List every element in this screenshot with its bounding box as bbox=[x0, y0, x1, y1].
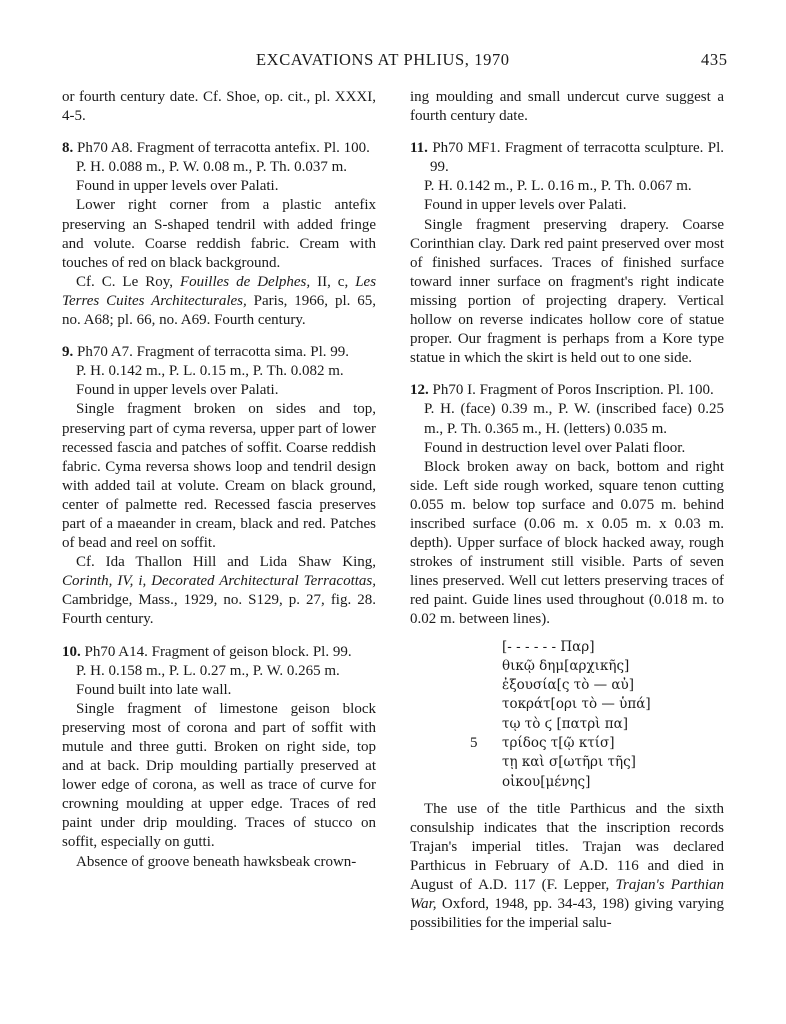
inscription-text: τρίδος τ[ῷ κτίσ] bbox=[502, 735, 615, 752]
catalogue-entry-10 bbox=[62, 643, 376, 872]
entry-continuation: Absence of groove beneath hawksbeak crown- bbox=[76, 853, 357, 870]
entry-number: 8. bbox=[62, 140, 74, 157]
inscription-line: θικῷ δημ[αρχικῆς] bbox=[502, 657, 630, 674]
para-text: The use of the title Parthicus and the sixth consulship indicates that the inscription records Trajan's imperial titles. Trajan was declared Parthicus in February of bbox=[410, 800, 724, 875]
entry-title: Ph70 A7. Fragment of terracotta sima. Pl. 99. bbox=[77, 344, 350, 361]
entry-number: 10. bbox=[62, 643, 81, 660]
catalogue-entry-8 bbox=[62, 139, 376, 330]
entry-title: Ph70 I. Fragment of Poros Inscription. Pl. 100. bbox=[432, 382, 714, 399]
inscription-line: τῃ καὶ σ[ωτῆρι τῆς] bbox=[502, 754, 636, 771]
running-head bbox=[0, 50, 786, 72]
discussion-paragraph bbox=[410, 800, 724, 934]
page-number: 435 bbox=[701, 50, 728, 69]
intro-paragraph: or fourth century date. Cf. Shoe, op. cit., pl. XXXI, 4-5. bbox=[62, 89, 376, 125]
entry-measurements: P. H. (face) 0.39 m., P. W. (inscribed face) 0.25 m., P. Th. 0.365 m., H. (letters) 0.035 m. bbox=[424, 401, 724, 437]
entry-number: 9. bbox=[62, 344, 74, 361]
inscription-line: οἰκου[μένης] bbox=[502, 773, 591, 790]
ref-title: Les Terres Cuites Architecturales, bbox=[62, 273, 377, 309]
inscription-line: [- - - - - - Παρ] bbox=[502, 638, 595, 655]
para-text: Oxford, 1948, pp. 34-43, 198) giving varying possibilities for the imperial salu- bbox=[410, 896, 725, 932]
entry-number: 12. bbox=[410, 382, 429, 399]
right-column bbox=[410, 88, 724, 934]
entry-heading bbox=[62, 343, 376, 362]
entry-heading bbox=[62, 139, 376, 158]
entry-description: Single fragment broken on sides and top, preserving part of cyma reversa, upper part of lower recessed fascia and patches of soffit. Coarse reddish fabric. Cyma reversa shows loop and tendril design with added tail at volute. Cream on black ground, center of palmette red. Recessed fascia preserves part of a maeander in cream, black and red. Patches of bead and reel on soffit. bbox=[62, 401, 376, 552]
entry-reference bbox=[62, 553, 376, 629]
inscription-line: τῳ τὸ ϛ [πατρὶ πα] bbox=[502, 715, 629, 732]
entry-heading bbox=[62, 643, 376, 662]
era-abbrev: A.D. bbox=[578, 858, 609, 875]
para-text: 116 and died in August of bbox=[410, 858, 725, 894]
entry-description: Single fragment preserving drapery. Coarse Corinthian clay. Dark red paint preserved over most of finished surfaces. Traces of finished surface toward inner surface on fragment's right indicate missing portion of projecting drapery. Vertical hollow on reverse indicates hollow core of statue proper. Our fragment is perhaps from a Kore type statue in which the skirt is held out to one side. bbox=[410, 216, 724, 367]
entry-findspot: Found built into late wall. bbox=[76, 681, 232, 698]
left-column bbox=[62, 88, 376, 872]
entry-measurements: P. H. 0.158 m., P. L. 0.27 m., P. W. 0.265 m. bbox=[76, 662, 340, 679]
entry-description: Block broken away on back, bottom and right side. Left side rough worked, square tenon cutting 0.055 m. below top surface and 0.075 m. behind inscribed surface (0.06 m. x 0.05 m. x 0.03 m. depth). Upper surface of block hacked away, rough strokes of instrument still visible. Parts of seven lines preserved. Well cut letters preserving traces of red paint. Guide lines used throughout (0.018 m. to 0.02 m. between lines). bbox=[410, 458, 724, 628]
entry-measurements: P. H. 0.088 m., P. W. 0.08 m., P. Th. 0.037 m. bbox=[76, 159, 348, 176]
inscription-line-5 bbox=[470, 734, 724, 753]
catalogue-entry-11 bbox=[410, 139, 724, 368]
entry-findspot: Found in upper levels over Palati. bbox=[76, 178, 279, 195]
line-number: 5 bbox=[470, 735, 478, 752]
entry-number: 11. bbox=[410, 140, 428, 157]
entry-heading bbox=[410, 381, 724, 400]
entry-findspot: Found in upper levels over Palati. bbox=[424, 197, 627, 214]
ref-text: Cf. C. Le Roy, bbox=[76, 273, 173, 290]
inscription-line: τοκράτ[ορι τὸ — ὑπά] bbox=[502, 696, 651, 713]
entry-measurements: P. H. 0.142 m., P. L. 0.15 m., P. Th. 0.082 m. bbox=[76, 363, 344, 380]
para-text: 117 (F. Lepper, bbox=[513, 877, 610, 894]
entry-title: Ph70 MF1. Fragment of terracotta sculpture. Pl. 99. bbox=[430, 140, 725, 176]
entry-findspot: Found in upper levels over Palati. bbox=[76, 382, 279, 399]
entry-title: Ph70 A8. Fragment of terracotta antefix. Pl. 100. bbox=[77, 140, 370, 157]
continuation-paragraph: ing moulding and small undercut curve suggest a fourth century date. bbox=[410, 89, 724, 125]
ref-text: Cambridge, Mass., 1929, no. S129, p. 27, fig. 28. Fourth century. bbox=[62, 592, 376, 628]
entry-title: Ph70 A14. Fragment of geison block. Pl. 99. bbox=[84, 643, 352, 660]
ref-text: II, c, bbox=[317, 273, 349, 290]
running-title: EXCAVATIONS AT PHLIUS, 1970 bbox=[256, 50, 510, 69]
greek-inscription bbox=[410, 638, 724, 792]
ref-text: Cf. Ida Thallon Hill and Lida Shaw King, bbox=[76, 554, 376, 571]
entry-heading bbox=[410, 139, 724, 177]
ref-text: Paris, 1966, pl. 65, no. A68; pl. 66, no. A69. Fourth century. bbox=[62, 292, 376, 329]
catalogue-entry-12 bbox=[410, 381, 724, 629]
ref-title: Trajan's Parthian War, bbox=[410, 877, 725, 913]
catalogue-entry-9 bbox=[62, 343, 376, 629]
era-abbrev: A.D. bbox=[478, 877, 508, 894]
entry-reference bbox=[62, 273, 376, 330]
entry-description: Single fragment of limestone geison block preserving most of corona and part of soffit with mutule and three gutti. Broken on right side, top and at back. Drip moulding partially preserved at lower edge of corona, as well as trace of curve for crowning moulding at upper edge. Traces of red paint under drip moulding. Traces of stucco on soffit, especially on gutti. bbox=[62, 700, 376, 851]
entry-measurements: P. H. 0.142 m., P. L. 0.16 m., P. Th. 0.067 m. bbox=[424, 178, 692, 195]
ref-title: Fouilles de Delphes, bbox=[179, 273, 311, 290]
ref-title: Corinth, IV, i, Decorated Architectural Terracottas, bbox=[62, 573, 376, 590]
entry-findspot: Found in destruction level over Palati floor. bbox=[424, 439, 686, 456]
inscription-line: ἐξουσία[ς τὸ — αὐ] bbox=[502, 677, 635, 694]
entry-description: Lower right corner from a plastic antefix preserving an S-shaped tendril with added fringe and volute. Coarse reddish fabric. Cream with touches of red on black background. bbox=[62, 197, 376, 271]
